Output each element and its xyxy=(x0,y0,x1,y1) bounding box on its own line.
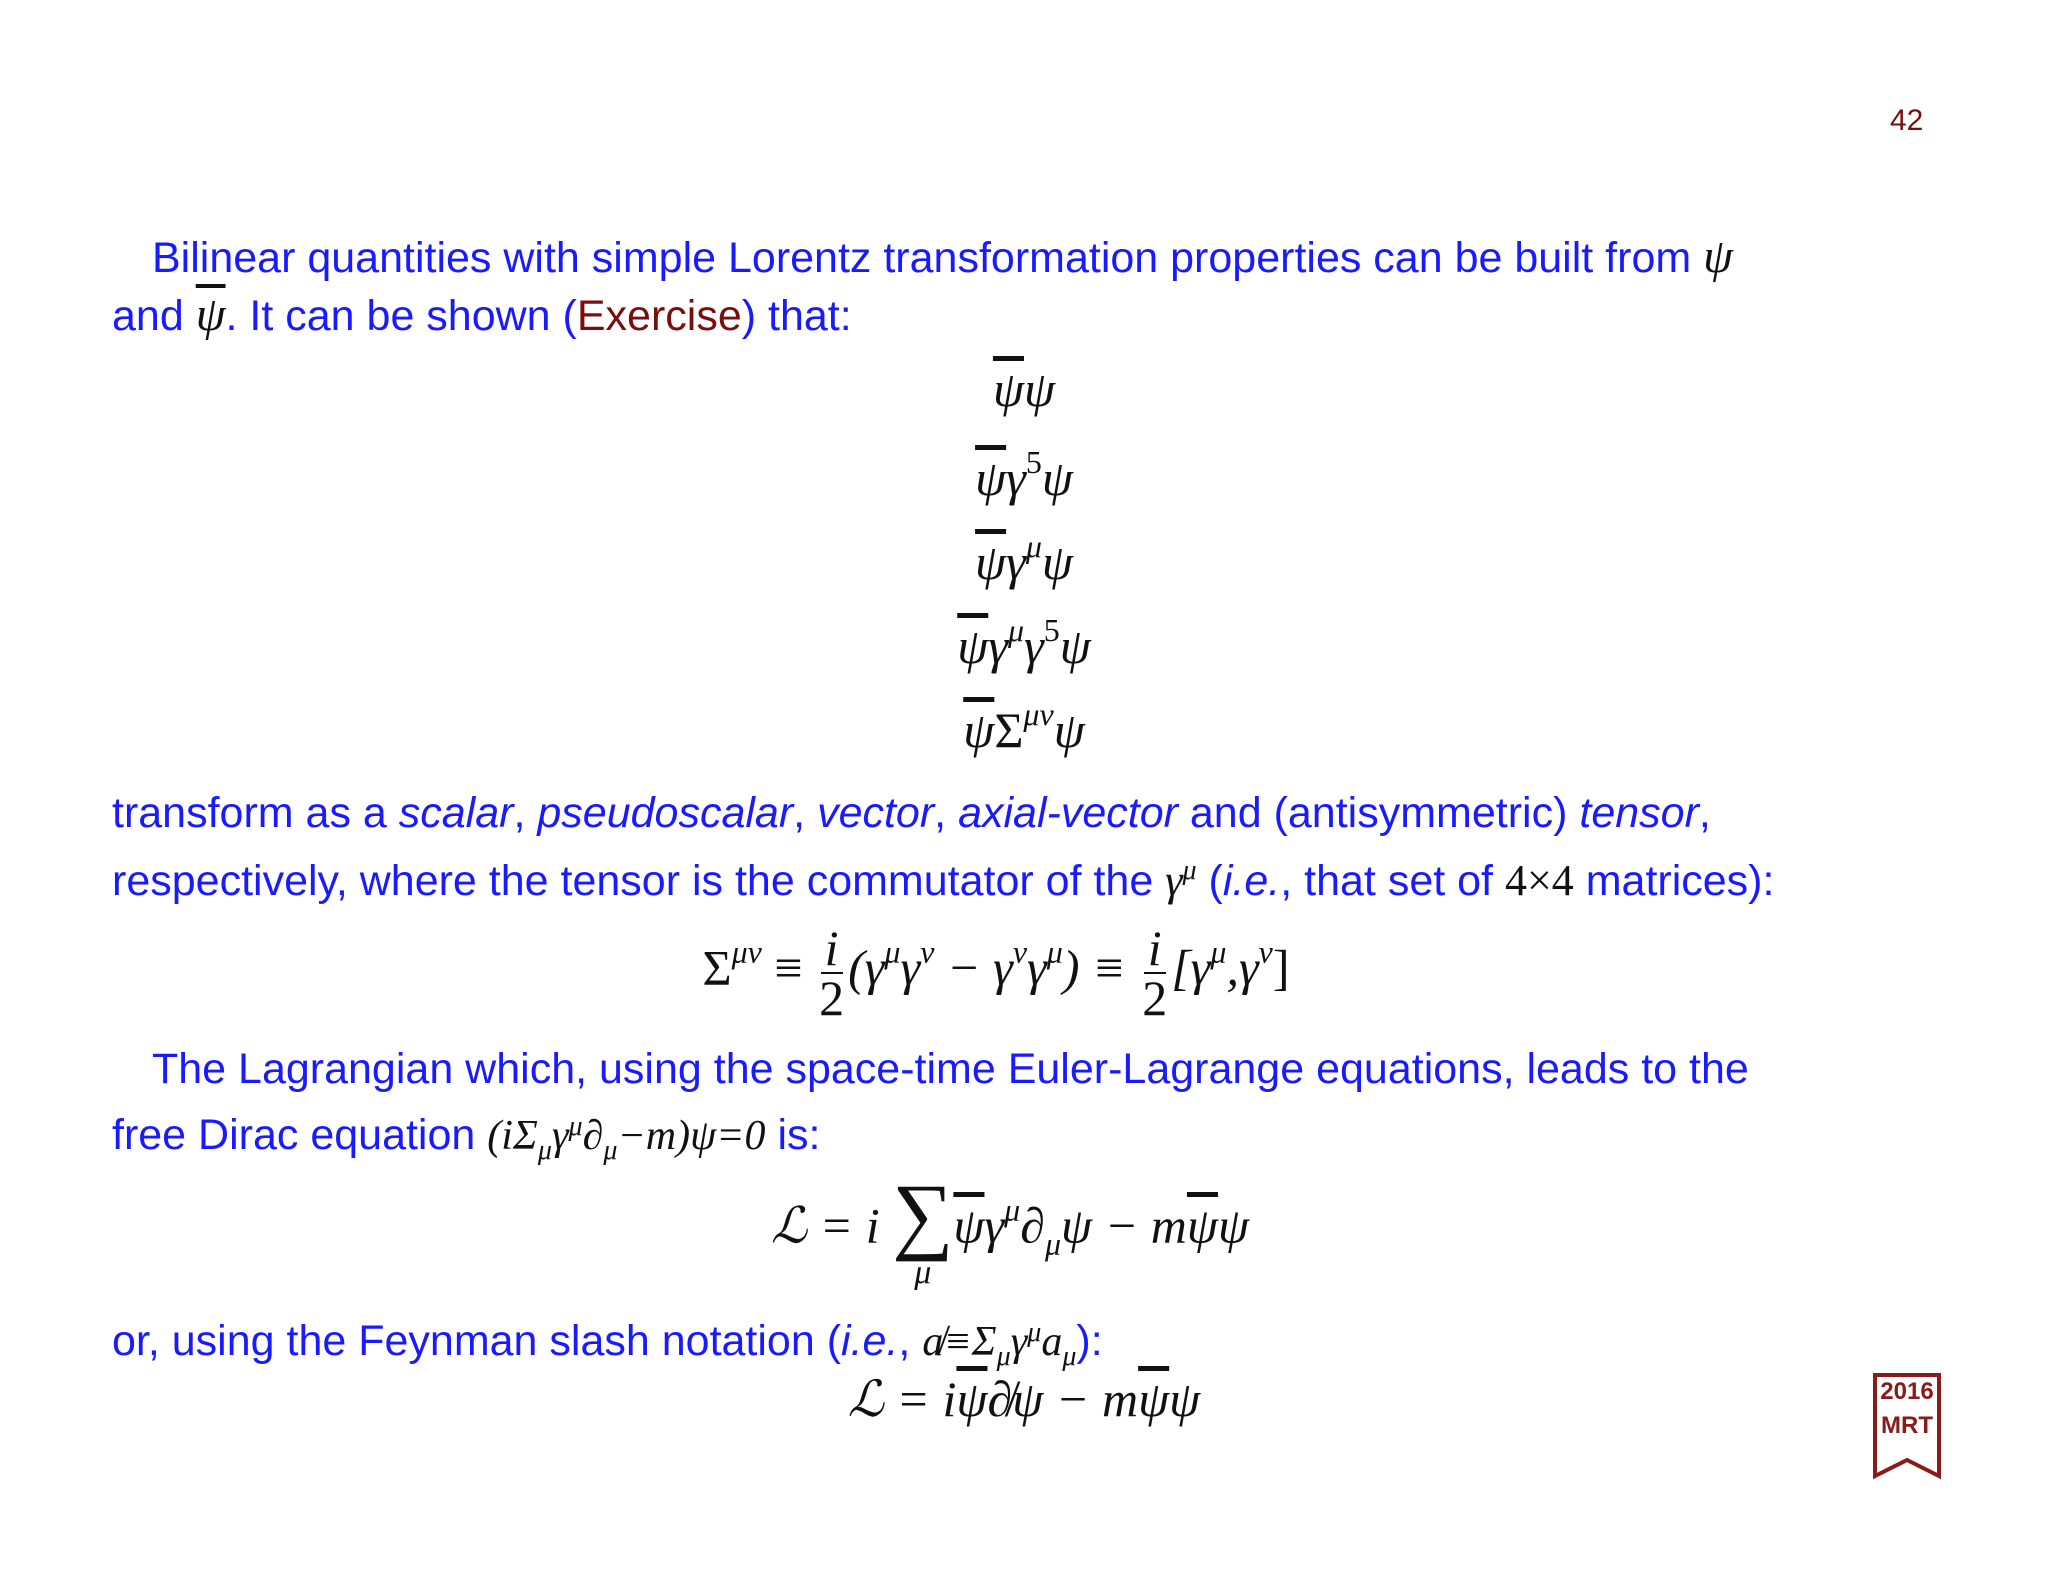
scalar-term: scalar xyxy=(398,789,514,837)
bilinear-tensor: $\overline{\psi}\Sigma^{\mu\nu}\psi$ xyxy=(963,696,1085,758)
lagrangian-slash-equation: ℒ = $i\overline{\psi}\partial̸\psi - m\overline{\psi}\psi$ xyxy=(847,1371,1201,1427)
lagrangian-sum-equation: ℒ = i ∑ μ $\overline{\psi}\gamma^\mu\partial_\mu\psi - m\overline{\psi}\psi$ xyxy=(770,1166,1250,1291)
lagrangian-intro-line-2: free Dirac equation $(i\Sigma_\mu\gamma^\mu\partial_\mu-m)\psi=0$ is: xyxy=(112,1111,821,1166)
axial-vector-term: axial-vector xyxy=(958,789,1178,837)
and-text: and xyxy=(112,292,184,340)
psi-bar-symbol: $\overline{\psi}$ xyxy=(195,288,226,341)
page-number: 42 xyxy=(1890,104,1924,137)
pseudoscalar-term: pseudoscalar xyxy=(537,789,794,837)
psi-symbol: ψ xyxy=(1703,230,1733,283)
mrt-badge xyxy=(1872,1372,1942,1480)
vector-term: vector xyxy=(817,789,935,837)
that-text: ) that: xyxy=(741,292,852,340)
badge-year: 2016 xyxy=(1880,1378,1934,1405)
badge-initials: MRT xyxy=(1881,1412,1933,1439)
transform-line-2: respectively, where the tensor is the commutator of the $\gamma^\mu$ (i.e., that set of 4×4 matrices): xyxy=(112,855,1775,905)
bilinear-axial-vector: $\overline{\psi}\gamma^\mu\gamma^5\psi$ xyxy=(957,612,1091,674)
lagrangian-intro-line-1: The Lagrangian which, using the space-time Euler-Lagrange equations, leads to the xyxy=(152,1045,1749,1093)
exercise-link: Exercise xyxy=(576,292,742,340)
bilinear-vector: $\overline{\psi}\gamma^\mu\psi$ xyxy=(975,528,1073,590)
intro-line-1 xyxy=(152,228,1733,287)
intro-line-2 xyxy=(112,286,852,345)
bilinear-pseudoscalar: $\overline{\psi}\gamma^5\psi$ xyxy=(975,444,1073,506)
tensor-term: tensor xyxy=(1579,789,1699,837)
bilinear-scalar: $\overline{\psi}\psi$ xyxy=(992,361,1056,417)
slash-notation-line: or, using the Feynman slash notation (i.e., $a̸\equiv\Sigma_\mu\gamma^\mu a_\mu$): xyxy=(112,1317,1103,1372)
transform-line-1: transform as a scalar, pseudoscalar, vector, axial-vector and (antisymmetric) tensor, xyxy=(112,789,1711,837)
shown-text: . It can be shown ( xyxy=(225,292,577,340)
summation-symbol: ∑ μ xyxy=(892,1166,954,1291)
intro-text: Bilinear quantities with simple Lorentz transformation properties can be built from xyxy=(152,234,1692,282)
sigma-commutator-equation: $\Sigma^{\mu\nu}$ ≡ $\frac{i}{2}$ $(\gamma^\mu\gamma^\nu - \gamma^\nu\gamma^\mu)$ ≡ $\frac{i}{2}$ $[\gamma^\mu,\gamma^\nu]$ xyxy=(702,920,1290,1026)
